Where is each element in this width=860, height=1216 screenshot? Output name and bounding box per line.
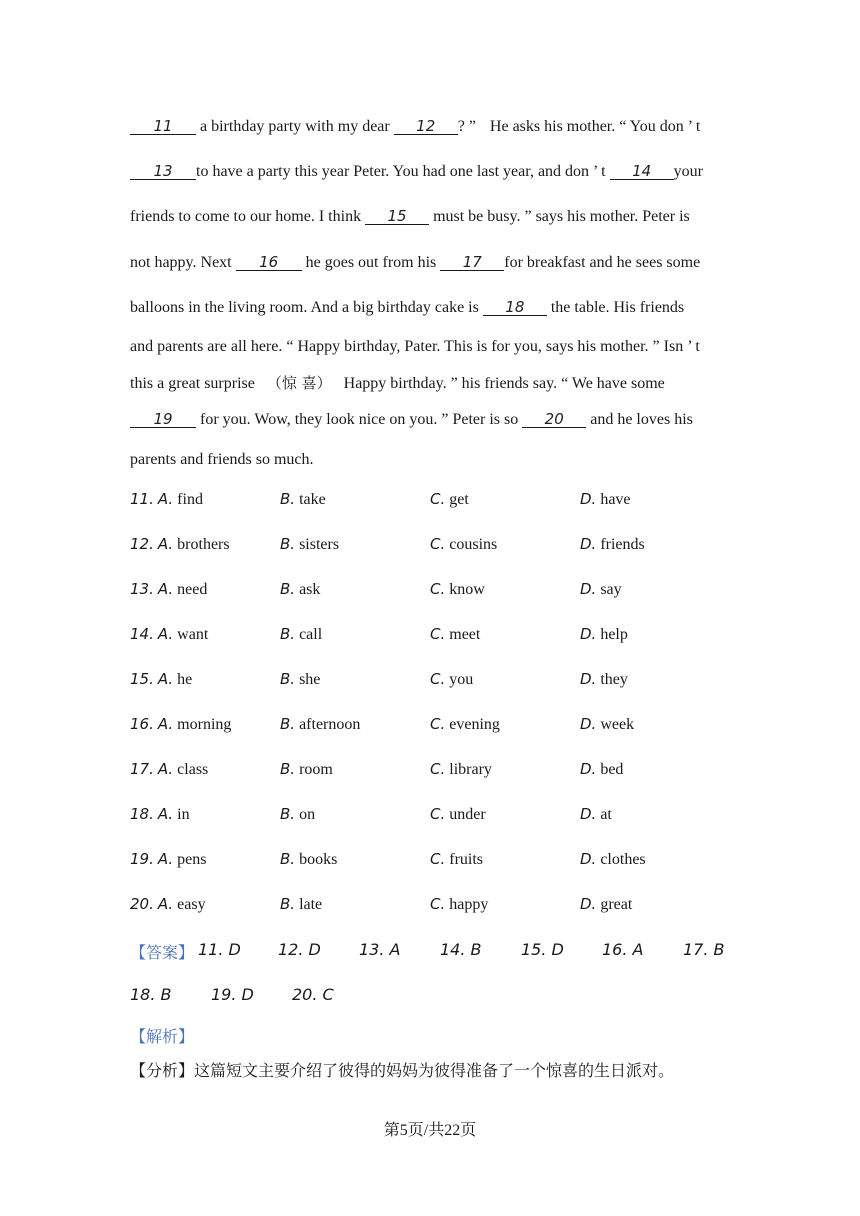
option-text: evening [449,716,500,733]
option-letter: B. [280,535,296,553]
option-text: late [299,896,323,913]
analysis-label: 【解析】 [130,1027,195,1046]
option-text: you [449,671,474,688]
passage-text: the table. His friends [550,299,685,316]
passage-text: he goes out from his [305,254,437,271]
option-letter: B. [280,580,296,598]
option-letter: C. [430,895,446,913]
option-text: she [299,671,321,688]
option-letter: C. [430,850,446,868]
fenxi-label: 【分析】 [130,1061,195,1080]
option-letter: A. [157,850,174,868]
blank-17: 17 [440,254,504,271]
option-text: cousins [449,536,498,553]
passage-text: this a great surprise [130,375,255,392]
option-text: library [449,761,492,778]
answer-item: 20. C [292,985,334,1004]
option-text: want [177,626,209,643]
passage-text: parents and friends so much. [130,451,314,468]
fenxi-paragraph [130,1058,674,1081]
blank-18: 18 [483,299,547,316]
option-letter: B. [280,715,296,733]
answer-item: 14. B [440,940,482,959]
option-text: great [600,896,633,913]
option-letter: A. [157,760,174,778]
answer-item: 13. A [359,940,401,959]
option-letter: D. [580,850,597,868]
option-letter: D. [580,895,597,913]
option-text: happy [449,896,489,913]
question-number: 19. [130,850,154,868]
answer-item: 19. D [211,985,254,1004]
passage-text: a birthday party with my dear [200,118,390,135]
option-letter: D. [580,670,597,688]
option-text: class [177,761,209,778]
option-text: easy [177,896,206,913]
fenxi-text: 这篇短文主要介绍了彼得的妈妈为彼得准备了一个惊喜的生日派对。 [194,1061,675,1080]
answer-item: 18. B [130,985,172,1004]
question-number: 11. [130,490,154,508]
option-text: friends [600,536,645,553]
option-letter: A. [157,715,174,733]
option-text: call [299,626,323,643]
option-text: take [299,491,326,508]
option-letter: D. [580,580,597,598]
option-text: he [177,671,193,688]
option-letter: D. [580,490,597,508]
option-text: room [299,761,333,778]
option-letter: C. [430,535,446,553]
option-text: morning [177,716,232,733]
question-number: 15. [130,670,154,688]
option-text: sisters [299,536,340,553]
option-letter: A. [157,490,174,508]
option-text: meet [449,626,481,643]
option-letter: A. [157,895,174,913]
answer-item: 17. B [683,940,725,959]
option-text: help [600,626,628,643]
passage-text: and parents are all here. “ Happy birthday, Pater. This is for you, says his mother. ” Isn ’ t [130,338,700,355]
passage-text: for breakfast and he sees some [504,254,701,271]
option-letter: D. [580,625,597,643]
option-text: week [600,716,635,733]
passage-text-cn: （惊 喜） [266,374,332,392]
option-text: pens [177,851,207,868]
option-text: have [600,491,631,508]
page-footer: 第5页/共22页 [383,1122,477,1139]
option-letter: A. [157,535,174,553]
option-letter: C. [430,670,446,688]
passage-line-4 [130,254,700,272]
blank-12: 12 [394,118,458,135]
option-letter: B. [280,490,296,508]
option-text: know [449,581,485,598]
option-letter: B. [280,625,296,643]
option-text: ask [299,581,321,598]
option-letter: C. [430,760,446,778]
option-letter: B. [280,805,296,823]
option-text: they [600,671,628,688]
blank-14: 14 [610,163,674,180]
question-number: 12. [130,535,154,553]
blank-20: 20 [522,411,586,428]
passage-line-6 [130,338,700,356]
option-letter: D. [580,715,597,733]
option-text: at [600,806,612,823]
blank-11: 11 [130,118,196,135]
option-letter: C. [430,805,446,823]
option-text: fruits [449,851,484,868]
option-letter: B. [280,670,296,688]
answer-item: 16. A [602,940,644,959]
option-letter: C. [430,580,446,598]
passage-text: for you. Wow, they look nice on you. ” Peter is so [200,411,519,428]
option-text: find [177,491,203,508]
option-text: need [177,581,208,598]
passage-text: balloons in the living room. And a big birthday cake is [130,299,479,316]
passage-text: He asks his mother. “ You don ’ t [489,118,701,135]
answer-item: 12. D [278,940,321,959]
option-letter: C. [430,625,446,643]
passage-line-5 [130,299,684,317]
passage-text: and he loves his [590,411,693,428]
option-text: books [299,851,338,868]
option-text: under [449,806,486,823]
passage-line-9 [130,451,314,469]
passage-line-2 [130,163,703,181]
option-text: afternoon [299,716,361,733]
passage-line-8 [130,411,693,429]
blank-16: 16 [236,254,302,271]
option-text: clothes [600,851,646,868]
option-text: bed [600,761,624,778]
passage-text: your [673,163,703,180]
option-letter: D. [580,805,597,823]
option-letter: A. [157,580,174,598]
option-letter: B. [280,760,296,778]
passage-text: friends to come to our home. I think [130,208,362,225]
option-letter: C. [430,715,446,733]
blank-19: 19 [130,411,196,428]
answer-item: 15. D [521,940,564,959]
question-number: 14. [130,625,154,643]
answer-label: 【答案】 [130,943,195,962]
option-letter: D. [580,760,597,778]
option-letter: A. [157,670,174,688]
passage-text: Happy birthday. ” his friends say. “ We have some [343,375,665,392]
question-number: 20. [130,895,154,913]
question-number: 16. [130,715,154,733]
question-number: 17. [130,760,154,778]
option-text: get [449,491,469,508]
passage-line-7 [130,372,665,393]
question-number: 13. [130,580,154,598]
option-letter: A. [157,625,174,643]
question-number: 18. [130,805,154,823]
passage-text: ? ” [457,118,476,135]
blank-15: 15 [365,208,429,225]
passage-text: not happy. Next [130,254,232,271]
answer-item: 11. D [198,940,241,959]
option-text: brothers [177,536,230,553]
option-text: say [600,581,622,598]
option-letter: A. [157,805,174,823]
passage-line-1 [130,118,700,136]
option-text: on [299,806,316,823]
option-text: in [177,806,190,823]
passage-line-3 [130,208,690,226]
option-letter: B. [280,895,296,913]
option-letter: C. [430,490,446,508]
option-letter: D. [580,535,597,553]
passage-text: to have a party this year Peter. You had one last year, and don ’ t [196,163,606,180]
blank-13: 13 [130,163,196,180]
passage-text: must be busy. ” says his mother. Peter is [433,208,690,225]
option-letter: B. [280,850,296,868]
